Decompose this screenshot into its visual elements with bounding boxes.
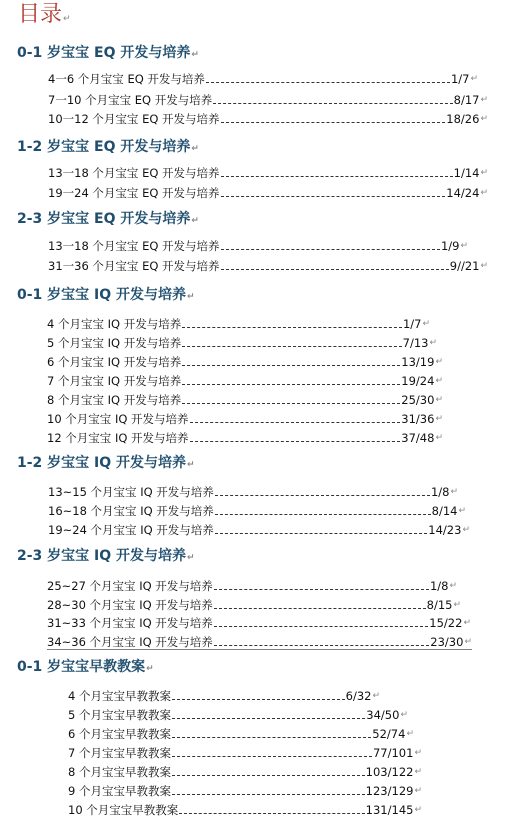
paragraph-mark-icon: ↵ xyxy=(480,261,488,271)
entry-label: 4 个月宝宝早教教案 xyxy=(68,689,171,703)
entry-label: 7 个月宝宝早教教案 xyxy=(68,746,171,760)
entry-pages: 131/145 xyxy=(365,803,414,817)
paragraph-mark-icon: ↵ xyxy=(372,691,380,701)
section-heading xyxy=(17,658,154,678)
toc-title xyxy=(18,0,71,34)
underline-rule xyxy=(47,649,472,650)
entry-label: 5 个月宝宝早教教案 xyxy=(68,708,171,722)
paragraph-mark-icon: ↵ xyxy=(470,74,478,84)
entry-pages: 1/7 xyxy=(450,72,470,86)
section-heading-text: 2-3 岁宝宝 IQ 开发与培养 xyxy=(17,548,187,564)
paragraph-mark-icon: ↵ xyxy=(480,95,488,105)
paragraph-mark-icon: ↵ xyxy=(414,748,422,758)
paragraph-mark-icon: ↵ xyxy=(460,241,468,251)
dot-leader xyxy=(214,626,428,627)
toc-entry[interactable] xyxy=(48,256,488,273)
entry-pages: 25/30 xyxy=(401,393,435,407)
entry-pages: 8/14 xyxy=(431,504,458,518)
entry-label: 12 个月宝宝 IQ 开发与培养 xyxy=(47,431,189,445)
entry-pages: 19/24 xyxy=(401,374,435,388)
section-heading xyxy=(17,210,199,230)
paragraph-mark-icon: ↵ xyxy=(464,637,472,647)
paragraph-mark-icon: ↵ xyxy=(191,144,199,154)
entry-label: 19~24 个月宝宝 IQ 开发与培养 xyxy=(48,523,214,537)
entry-label: 7 个月宝宝 IQ 开发与培养 xyxy=(47,374,182,388)
dot-leader xyxy=(221,122,446,123)
dot-leader xyxy=(182,403,400,404)
entry-pages: 15/22 xyxy=(429,616,463,630)
section-heading-text: 0-1 岁宝宝 IQ 开发与培养 xyxy=(17,287,187,303)
paragraph-mark-icon: ↵ xyxy=(146,664,154,674)
dot-leader xyxy=(172,775,365,776)
section-heading xyxy=(17,44,199,64)
toc-title-text: 目录 xyxy=(18,2,63,27)
toc-entry[interactable] xyxy=(47,390,443,407)
paragraph-mark-icon: ↵ xyxy=(435,433,443,443)
toc-entry[interactable] xyxy=(68,705,408,722)
toc-entry[interactable] xyxy=(47,428,443,445)
entry-label: 9 个月宝宝早教教案 xyxy=(68,784,171,798)
entry-pages: 6/32 xyxy=(345,689,372,703)
entry-pages: 14/24 xyxy=(446,186,480,200)
paragraph-mark-icon: ↵ xyxy=(458,506,466,516)
dot-leader xyxy=(214,608,426,609)
dot-leader xyxy=(172,718,365,719)
dot-leader xyxy=(172,699,345,700)
paragraph-mark-icon: ↵ xyxy=(435,414,443,424)
entry-pages: 9//21 xyxy=(449,259,480,273)
dot-leader xyxy=(221,196,446,197)
paragraph-mark-icon: ↵ xyxy=(435,376,443,386)
entry-label: 28~30 个月宝宝 IQ 开发与培养 xyxy=(47,598,213,612)
entry-label: 19一24 个月宝宝 EQ 开发与培养 xyxy=(48,186,220,200)
section-heading-text: 1-2 岁宝宝 IQ 开发与培养 xyxy=(17,455,187,471)
toc-entry[interactable] xyxy=(48,520,470,537)
dot-leader xyxy=(182,327,402,328)
entry-label: 8 个月宝宝早教教案 xyxy=(68,765,171,779)
paragraph-mark-icon: ↵ xyxy=(414,786,422,796)
section-heading xyxy=(17,454,195,474)
toc-entry[interactable] xyxy=(48,90,488,107)
dot-leader xyxy=(172,794,365,795)
paragraph-mark-icon: ↵ xyxy=(63,14,71,24)
dot-leader xyxy=(215,495,430,496)
toc-entry[interactable] xyxy=(47,613,471,630)
paragraph-mark-icon: ↵ xyxy=(191,50,199,60)
toc-entry[interactable] xyxy=(47,371,443,388)
dot-leader xyxy=(215,533,427,534)
toc-entry[interactable] xyxy=(68,800,422,817)
paragraph-mark-icon: ↵ xyxy=(429,338,437,348)
toc-entry[interactable] xyxy=(48,501,466,518)
dot-leader xyxy=(215,514,431,515)
entry-label: 13一18 个月宝宝 EQ 开发与培养 xyxy=(48,239,220,253)
toc-entry[interactable] xyxy=(68,781,422,798)
toc-entry[interactable] xyxy=(47,576,457,593)
entry-label: 13~15 个月宝宝 IQ 开发与培养 xyxy=(48,485,214,499)
entry-pages: 14/23 xyxy=(428,523,462,537)
entry-label: 25~27 个月宝宝 IQ 开发与培养 xyxy=(47,579,213,593)
dot-leader xyxy=(221,176,453,177)
entry-label: 13一18 个月宝宝 EQ 开发与培养 xyxy=(48,166,220,180)
entry-label: 10一12 个月宝宝 EQ 开发与培养 xyxy=(48,112,220,126)
dot-leader xyxy=(172,756,372,757)
entry-pages: 8/15 xyxy=(426,598,453,612)
entry-pages: 18/26 xyxy=(446,112,480,126)
dot-leader xyxy=(214,589,429,590)
section-heading-text: 0-1 岁宝宝早教教案 xyxy=(17,659,146,675)
dot-leader xyxy=(182,346,401,347)
section-heading xyxy=(17,547,195,567)
entry-label: 5 个月宝宝 IQ 开发与培养 xyxy=(47,336,182,350)
toc-entry[interactable] xyxy=(48,163,488,180)
entry-pages: 52/74 xyxy=(372,727,406,741)
dot-leader xyxy=(213,103,452,104)
toc-entry[interactable] xyxy=(48,236,468,253)
paragraph-mark-icon: ↵ xyxy=(462,525,470,535)
paragraph-mark-icon: ↵ xyxy=(187,460,195,470)
toc-entry[interactable] xyxy=(47,333,437,350)
paragraph-mark-icon: ↵ xyxy=(422,319,430,329)
entry-pages: 37/48 xyxy=(401,431,435,445)
entry-pages: 34/50 xyxy=(366,708,400,722)
entry-pages: 123/129 xyxy=(365,784,414,798)
dot-leader xyxy=(172,737,371,738)
toc-entry[interactable] xyxy=(68,743,422,760)
paragraph-mark-icon: ↵ xyxy=(406,729,414,739)
entry-pages: 8/17 xyxy=(453,93,480,107)
dot-leader xyxy=(179,813,364,814)
toc-entry[interactable] xyxy=(47,632,472,649)
paragraph-mark-icon: ↵ xyxy=(449,581,457,591)
section-heading-text: 1-2 岁宝宝 EQ 开发与培养 xyxy=(17,139,191,155)
section-heading xyxy=(17,286,195,306)
toc-entry[interactable] xyxy=(48,482,458,499)
entry-pages: 1/9 xyxy=(440,239,460,253)
entry-label: 6 个月宝宝 IQ 开发与培养 xyxy=(47,355,182,369)
dot-leader xyxy=(190,422,401,423)
entry-pages: 23/30 xyxy=(430,635,464,649)
entry-pages: 1/8 xyxy=(429,579,449,593)
entry-label: 10 个月宝宝早教教案 xyxy=(68,803,179,817)
entry-label: 8 个月宝宝 IQ 开发与培养 xyxy=(47,393,182,407)
paragraph-mark-icon: ↵ xyxy=(453,600,461,610)
dot-leader xyxy=(221,269,449,270)
paragraph-mark-icon: ↵ xyxy=(187,292,195,302)
toc-entry[interactable] xyxy=(47,409,443,426)
paragraph-mark-icon: ↵ xyxy=(450,487,458,497)
entry-label: 4一6 个月宝宝 EQ 开发与培养 xyxy=(48,72,205,86)
paragraph-mark-icon: ↵ xyxy=(435,357,443,367)
toc-entry[interactable] xyxy=(68,724,414,741)
paragraph-mark-icon: ↵ xyxy=(480,114,488,124)
section-heading-text: 2-3 岁宝宝 EQ 开发与培养 xyxy=(17,211,191,227)
dot-leader xyxy=(190,441,401,442)
dot-leader xyxy=(182,384,400,385)
toc-entry[interactable] xyxy=(48,109,488,126)
section-heading xyxy=(17,138,199,158)
section-heading-text: 0-1 岁宝宝 EQ 开发与培养 xyxy=(17,45,191,61)
entry-pages: 13/19 xyxy=(401,355,435,369)
entry-label: 6 个月宝宝早教教案 xyxy=(68,727,171,741)
toc-entry[interactable] xyxy=(68,686,380,703)
paragraph-mark-icon: ↵ xyxy=(414,805,422,815)
paragraph-mark-icon: ↵ xyxy=(480,188,488,198)
entry-label: 31~33 个月宝宝 IQ 开发与培养 xyxy=(47,616,213,630)
dot-leader xyxy=(206,82,450,83)
paragraph-mark-icon: ↵ xyxy=(191,216,199,226)
paragraph-mark-icon: ↵ xyxy=(435,395,443,405)
toc-entry[interactable] xyxy=(47,352,443,369)
entry-label: 34~36 个月宝宝 IQ 开发与培养 xyxy=(47,635,213,649)
entry-label: 4 个月宝宝 IQ 开发与培养 xyxy=(47,317,182,331)
toc-entry[interactable] xyxy=(48,69,478,86)
entry-label: 31一36 个月宝宝 EQ 开发与培养 xyxy=(48,259,220,273)
paragraph-mark-icon: ↵ xyxy=(187,553,195,563)
dot-leader xyxy=(182,365,400,366)
entry-pages: 103/122 xyxy=(365,765,414,779)
entry-label: 16~18 个月宝宝 IQ 开发与培养 xyxy=(48,504,214,518)
paragraph-mark-icon: ↵ xyxy=(480,168,488,178)
entry-pages: 1/7 xyxy=(402,317,422,331)
entry-pages: 1/14 xyxy=(453,166,480,180)
toc-entry[interactable] xyxy=(47,595,461,612)
entry-pages: 77/101 xyxy=(372,746,414,760)
entry-pages: 1/8 xyxy=(430,485,450,499)
entry-pages: 31/36 xyxy=(401,412,435,426)
dot-leader xyxy=(221,249,440,250)
entry-pages: 7/13 xyxy=(402,336,429,350)
dot-leader xyxy=(214,645,429,646)
entry-label: 10 个月宝宝 IQ 开发与培养 xyxy=(47,412,189,426)
toc-entry[interactable] xyxy=(47,314,430,331)
paragraph-mark-icon: ↵ xyxy=(414,767,422,777)
paragraph-mark-icon: ↵ xyxy=(463,618,471,628)
toc-entry[interactable] xyxy=(48,183,488,200)
toc-entry[interactable] xyxy=(68,762,422,779)
paragraph-mark-icon: ↵ xyxy=(400,710,408,720)
entry-label: 7一10 个月宝宝 EQ 开发与培养 xyxy=(48,93,213,107)
